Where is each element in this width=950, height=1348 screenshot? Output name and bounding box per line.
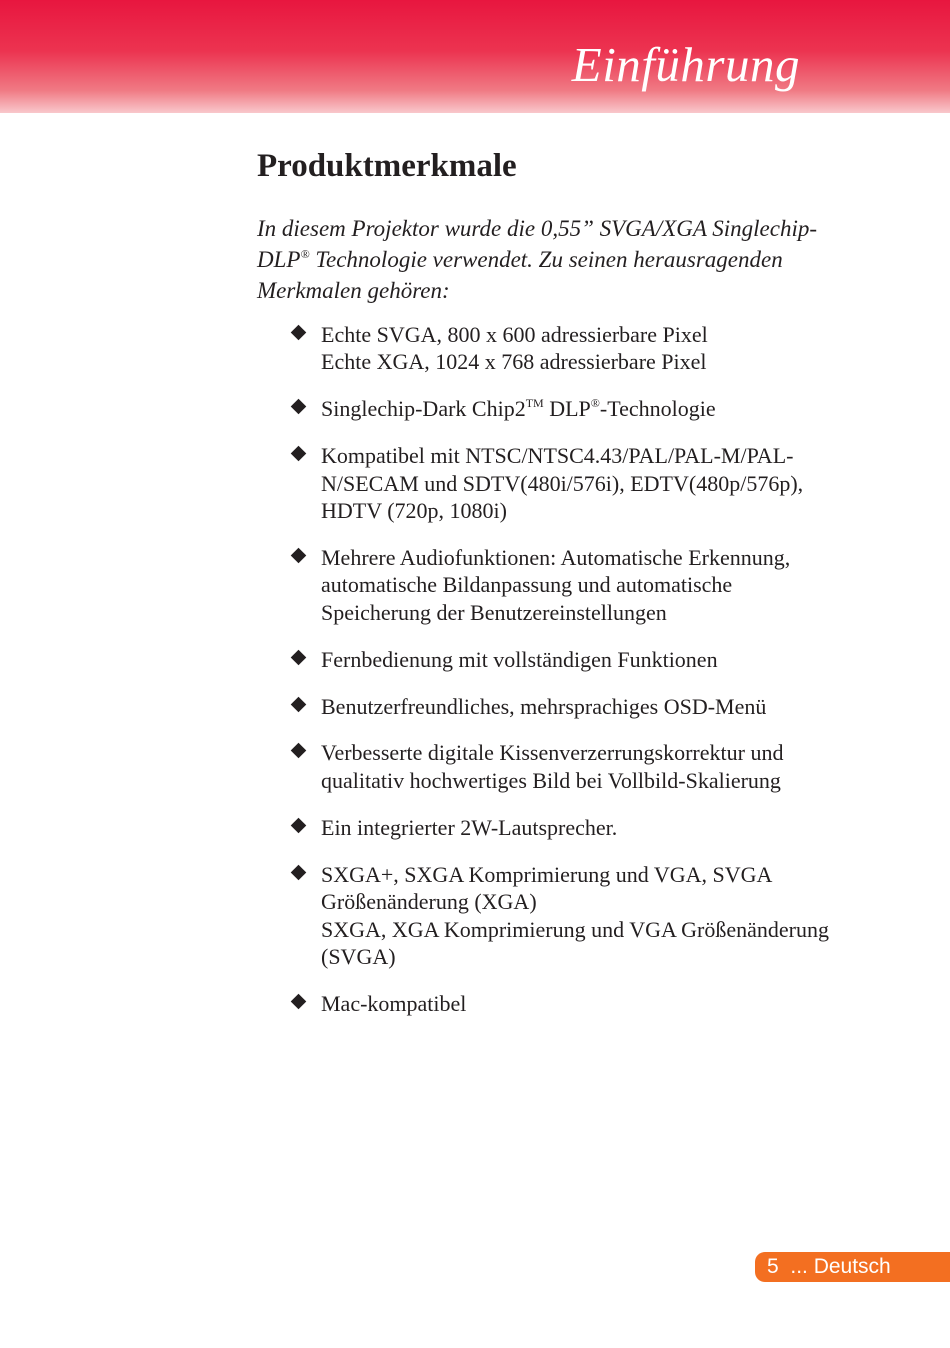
diamond-bullet-icon <box>291 743 307 759</box>
feature-list <box>290 321 910 1037</box>
footer-label <box>767 1254 891 1280</box>
feature-text: DLP <box>543 396 591 422</box>
feature-line: Speicherung der Benutzereinstellungen <box>321 599 667 625</box>
feature-item <box>290 646 910 673</box>
feature-text: -Technologie <box>599 396 716 422</box>
section-heading: Produktmerkmale <box>257 148 517 184</box>
feature-line: Kompatibel mit NTSC/NTSC4.43/PAL/PAL-M/PAL- <box>321 443 794 469</box>
feature-line <box>321 395 910 422</box>
page-number: 5 <box>767 1255 779 1278</box>
intro-line: In diesem Projektor wurde die 0,55” SVGA/XGA Singlechip- <box>257 216 817 241</box>
feature-line: Größenänderung (XGA) <box>321 889 537 915</box>
feature-item <box>290 544 910 626</box>
feature-line: automatische Bildanpassung und automatische <box>321 572 733 598</box>
feature-line: Mehrere Audiofunktionen: Automatische Erkennung, <box>321 544 791 570</box>
feature-line: Fernbedienung mit vollständigen Funktionen <box>321 646 718 672</box>
intro-paragraph <box>257 213 887 306</box>
feature-line: Verbesserte digitale Kissenverzerrungskorrektur und <box>321 740 784 766</box>
diamond-bullet-icon <box>291 548 307 564</box>
feature-line: SXGA, XGA Komprimierung und VGA Größenänderung <box>321 916 829 942</box>
registered-mark: ® <box>590 396 600 411</box>
feature-line: qualitativ hochwertiges Bild bei Vollbild-Skalierung <box>321 767 781 793</box>
header-band <box>0 0 950 113</box>
feature-line: Echte XGA, 1024 x 768 adressierbare Pixel <box>321 349 707 375</box>
diamond-bullet-icon <box>291 864 307 880</box>
feature-item <box>290 814 910 841</box>
intro-line <box>257 244 887 275</box>
feature-item <box>290 739 910 794</box>
feature-line: Ein integrierter 2W-Lautsprecher. <box>321 814 618 840</box>
diamond-bullet-icon <box>291 649 307 665</box>
intro-text: DLP <box>257 247 301 272</box>
diamond-bullet-icon <box>291 818 307 834</box>
feature-line: Benutzerfreundliches, mehrsprachiges OSD-Menü <box>321 693 767 719</box>
diamond-bullet-icon <box>291 325 307 341</box>
feature-line: (SVGA) <box>321 943 396 969</box>
feature-line: Echte SVGA, 800 x 600 adressierbare Pixel <box>321 322 708 347</box>
feature-item <box>290 861 910 971</box>
feature-line: SXGA+, SXGA Komprimierung und VGA, SVGA <box>321 861 773 887</box>
feature-item <box>290 395 910 422</box>
feature-text: Singlechip-Dark Chip2 <box>321 396 526 422</box>
feature-item <box>290 693 910 720</box>
diamond-bullet-icon <box>291 994 307 1010</box>
feature-item <box>290 990 910 1017</box>
diamond-bullet-icon <box>291 399 307 415</box>
language-label: ... Deutsch <box>790 1255 891 1278</box>
feature-line: HDTV (720p, 1080i) <box>321 498 507 524</box>
feature-item <box>290 442 910 524</box>
feature-item <box>290 321 910 376</box>
registered-mark: ® <box>300 247 310 261</box>
feature-line: Mac-kompatibel <box>321 990 467 1016</box>
chapter-title: Einführung <box>571 37 800 92</box>
diamond-bullet-icon <box>291 446 307 462</box>
intro-line: Merkmalen gehören: <box>257 278 450 303</box>
feature-line: N/SECAM und SDTV(480i/576i), EDTV(480p/576p), <box>321 470 804 496</box>
diamond-bullet-icon <box>291 696 307 712</box>
intro-text: Technologie verwendet. Zu seinen herausragenden <box>309 247 783 272</box>
trademark-mark: TM <box>525 396 544 411</box>
